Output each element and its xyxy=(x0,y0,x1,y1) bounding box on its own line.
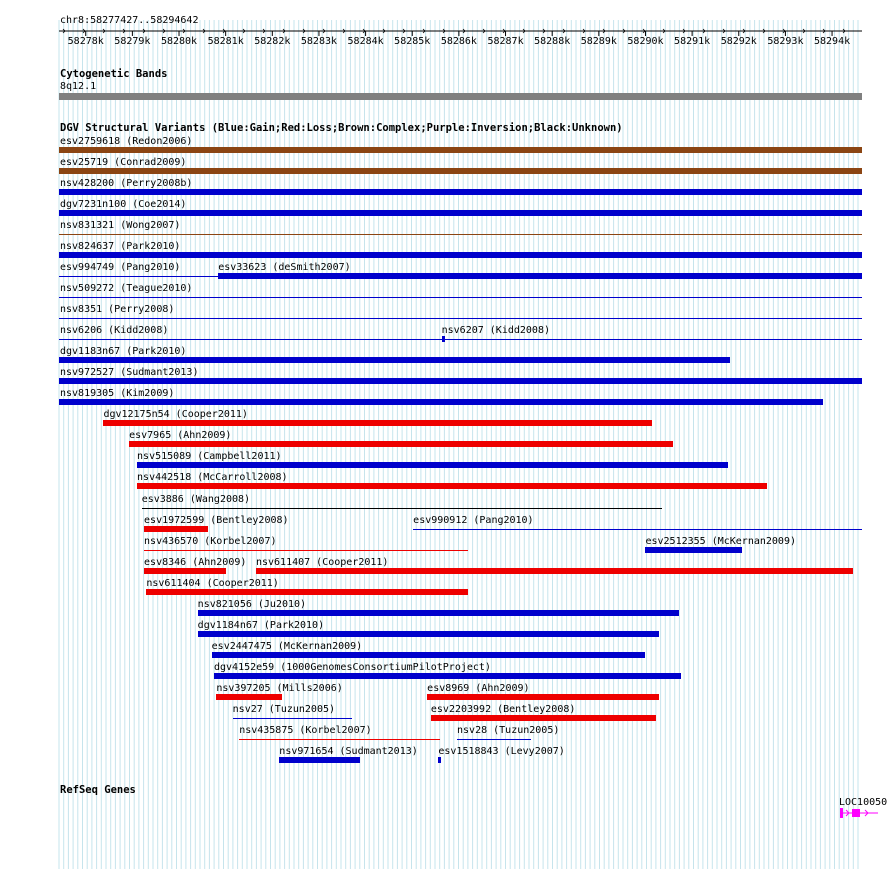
sv-feature-bar[interactable] xyxy=(233,718,352,719)
sv-label[interactable]: esv8969 (Ahn2009) xyxy=(427,682,530,694)
sv-feature-bar[interactable] xyxy=(103,420,651,426)
sv-feature-bar[interactable] xyxy=(142,508,663,509)
sv-feature-bar[interactable] xyxy=(413,529,862,530)
sv-feature-bar[interactable] xyxy=(146,589,468,595)
sv-feature-bar[interactable] xyxy=(431,715,656,721)
sv-feature-bar[interactable] xyxy=(59,357,730,363)
gene-label[interactable]: LOC10050 xyxy=(839,797,888,808)
ruler-tick-label: 58281k xyxy=(207,36,244,47)
sv-label[interactable]: esv1972599 (Bentley2008) xyxy=(144,514,289,526)
ruler-tick-label: 58293k xyxy=(767,36,804,47)
sv-feature-bar[interactable] xyxy=(137,483,767,489)
sv-label[interactable]: nsv509272 (Teague2010) xyxy=(60,283,193,295)
sv-label[interactable]: nsv611404 (Cooper2011) xyxy=(146,577,279,589)
ruler-axis xyxy=(0,20,890,70)
sv-label[interactable]: dgv12175n54 (Cooper2011) xyxy=(103,409,248,421)
ruler-tick-label: 58287k xyxy=(487,36,524,47)
sv-feature-bar[interactable] xyxy=(59,252,862,258)
sv-label[interactable]: nsv824637 (Park2010) xyxy=(60,241,181,253)
sv-label[interactable]: esv990912 (Pang2010) xyxy=(413,514,534,526)
sv-label[interactable]: esv1518843 (Levy2007) xyxy=(438,745,565,757)
ruler-tick-label: 58285k xyxy=(394,36,431,47)
sv-label[interactable]: nsv435875 (Korbel2007) xyxy=(239,724,372,736)
sv-label[interactable]: nsv972527 (Sudmant2013) xyxy=(60,367,199,379)
sv-label[interactable]: nsv611407 (Cooper2011) xyxy=(255,556,389,568)
sv-feature-bar[interactable] xyxy=(645,547,741,553)
sv-label[interactable]: nsv428200 (Perry2008b) xyxy=(60,178,193,190)
sv-feature-bar[interactable] xyxy=(218,273,862,279)
sv-label[interactable]: nsv515089 (Campbell2011) xyxy=(137,451,282,463)
sv-feature-bar[interactable] xyxy=(137,462,728,468)
ruler-tick-label: 58288k xyxy=(534,36,571,47)
cytoband-bar[interactable] xyxy=(59,93,862,100)
sv-feature-bar[interactable] xyxy=(59,297,862,298)
sv-label[interactable]: esv33623 (deSmith2007) xyxy=(218,262,351,274)
ruler-tick-label: 58286k xyxy=(440,36,477,47)
ruler-tick-label: 58278k xyxy=(67,36,104,47)
sv-label[interactable]: nsv28 (Tuzun2005) xyxy=(457,724,560,736)
sv-feature-bar[interactable] xyxy=(198,610,679,616)
sv-feature-bar[interactable] xyxy=(59,168,862,174)
sv-label[interactable]: nsv6206 (Kidd2008) xyxy=(60,325,169,337)
sv-label[interactable]: dgv1184n67 (Park2010) xyxy=(197,619,325,631)
sv-feature-bar[interactable] xyxy=(198,631,659,637)
sv-label[interactable]: nsv8351 (Perry2008) xyxy=(60,304,175,316)
sv-label[interactable]: esv2447475 (McKernan2009) xyxy=(211,640,363,652)
sv-feature-bar[interactable] xyxy=(239,739,440,740)
sv-label[interactable]: esv2759618 (Redon2006) xyxy=(60,136,193,147)
sv-feature-bar[interactable] xyxy=(256,568,853,574)
sv-label[interactable]: nsv831321 (Wong2007) xyxy=(60,220,181,232)
ruler-tick-label: 58283k xyxy=(300,36,338,47)
sv-label[interactable]: nsv27 (Tuzun2005) xyxy=(232,703,336,715)
ruler-tick-label: 58291k xyxy=(674,36,711,47)
sv-label[interactable]: nsv821056 (Ju2010) xyxy=(197,598,307,610)
sv-feature-bar[interactable] xyxy=(144,526,208,532)
sv-label[interactable]: nsv6207 (Kidd2008) xyxy=(441,325,550,337)
sv-feature-bar[interactable] xyxy=(457,739,531,740)
ruler-tick-label: 58279k xyxy=(114,36,151,47)
sv-feature-bar[interactable] xyxy=(438,757,440,763)
sv-feature-bar[interactable] xyxy=(442,336,445,342)
ruler-tick-label: 58292k xyxy=(720,36,757,47)
sv-feature-bar[interactable] xyxy=(427,694,658,700)
track-title-cytoband: Cytogenetic Bands xyxy=(60,68,168,80)
ruler-tick-label: 58284k xyxy=(347,36,384,47)
sv-feature-bar[interactable] xyxy=(129,441,672,447)
track-title-dgv: DGV Structural Variants (Blue:Gain;Red:Loss;Brown:Complex;Purple:Inversion;Black:Unknown) xyxy=(60,122,623,134)
sv-feature-bar[interactable] xyxy=(59,234,862,235)
sv-label[interactable]: nsv442518 (McCarroll2008) xyxy=(137,472,288,484)
track-title-refseq: RefSeq Genes xyxy=(60,784,136,796)
ruler-tick-label: 58280k xyxy=(160,36,198,47)
sv-label[interactable]: nsv971654 (Sudmant2013) xyxy=(279,745,418,757)
sv-label[interactable]: dgv7231n100 (Coe2014) xyxy=(60,199,187,211)
sv-feature-bar[interactable] xyxy=(59,210,862,216)
sv-feature-bar[interactable] xyxy=(59,318,862,319)
sv-label[interactable]: esv2203992 (Bentley2008) xyxy=(430,703,576,715)
ruler-tick-label: 58289k xyxy=(580,36,617,47)
sv-label[interactable]: nsv436570 (Korbel2007) xyxy=(144,535,277,547)
sv-label[interactable]: nsv819305 (Kim2009) xyxy=(60,388,175,400)
sv-label[interactable]: esv3886 (Wang2008) xyxy=(141,493,251,505)
position-label: chr8:58277427..58294642 xyxy=(60,15,199,26)
sv-feature-bar[interactable] xyxy=(59,147,862,153)
sv-label[interactable]: esv7965 (Ahn2009) xyxy=(129,430,232,442)
sv-label[interactable]: dgv1183n67 (Park2010) xyxy=(60,346,187,358)
sv-feature-bar[interactable] xyxy=(59,378,862,384)
sv-label[interactable]: esv8346 (Ahn2009) xyxy=(144,556,247,568)
sv-feature-bar[interactable] xyxy=(59,189,862,195)
sv-label[interactable]: dgv4152e59 (1000GenomesConsortiumPilotProject) xyxy=(214,661,491,673)
sv-feature-bar[interactable] xyxy=(216,694,281,700)
sv-feature-bar[interactable] xyxy=(279,757,359,763)
sv-feature-bar[interactable] xyxy=(212,652,646,658)
sv-feature-bar[interactable] xyxy=(59,339,862,340)
sv-feature-bar[interactable] xyxy=(144,568,226,574)
sv-feature-bar[interactable] xyxy=(59,399,823,405)
ruler-tick-label: 58282k xyxy=(254,36,291,47)
sv-label[interactable]: esv994749 (Pang2010) xyxy=(60,262,181,274)
gene-glyph[interactable] xyxy=(838,806,878,822)
sv-label[interactable]: esv2512355 (McKernan2009) xyxy=(645,535,796,547)
sv-feature-bar[interactable] xyxy=(214,673,681,679)
sv-feature-bar[interactable] xyxy=(144,550,468,551)
ruler-tick-label: 58290k xyxy=(627,36,664,47)
sv-label[interactable]: nsv397205 (Mills2006) xyxy=(216,682,343,694)
sv-label[interactable]: esv25719 (Conrad2009) xyxy=(60,157,187,169)
ruler-tick-label: 58294k xyxy=(813,36,851,47)
cytoband-label: 8q12.1 xyxy=(60,81,97,92)
